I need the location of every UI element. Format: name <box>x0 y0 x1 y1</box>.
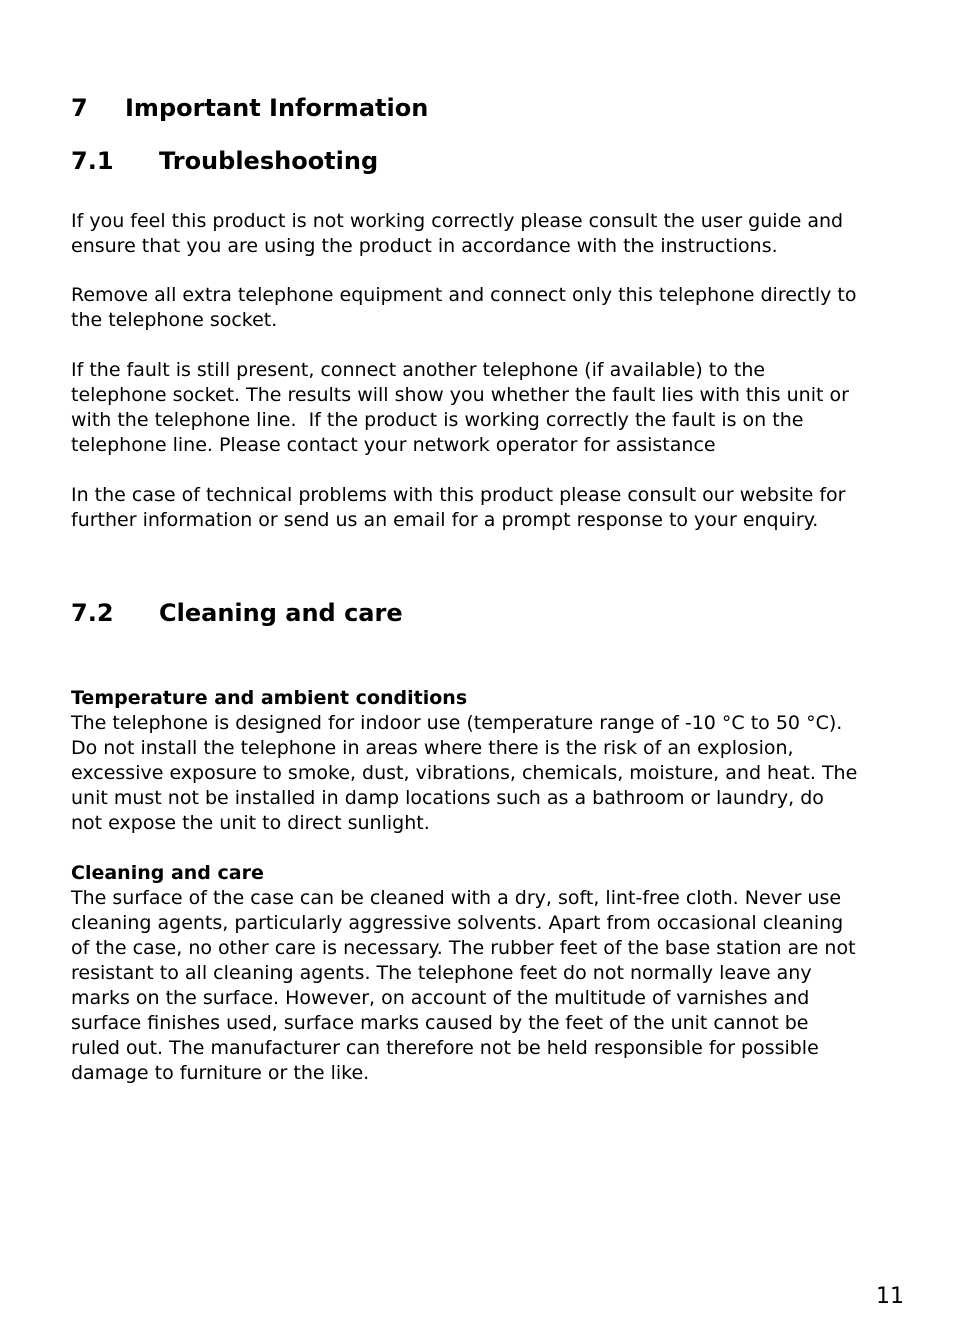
text-line: of the case, no other care is necessary. The rubber feet of the base station are not <box>71 937 856 959</box>
cleaning-care-section <box>71 861 921 1086</box>
text-line: If you feel this product is not working correctly please consult the user guide and <box>71 210 844 232</box>
text-line: If the fault is still present, connect another telephone (if available) to the <box>71 359 766 381</box>
text-line: The telephone is designed for indoor use (temperature range of -10 °C to 50 °C). <box>71 712 843 734</box>
section-7-1-number: 7.1 <box>71 147 114 175</box>
section-7-2-heading <box>71 597 403 629</box>
text-line: ruled out. The manufacturer can therefore not be held responsible for possible <box>71 1037 819 1059</box>
text-line: excessive exposure to smoke, dust, vibrations, chemicals, moisture, and heat. The <box>71 762 858 784</box>
troubleshooting-paragraph-1 <box>71 209 921 259</box>
section-7-heading <box>71 92 428 124</box>
text-line: unit must not be installed in damp locations such as a bathroom or laundry, do <box>71 787 824 809</box>
section-7-2-title: Cleaning and care <box>159 599 403 627</box>
text-line: further information or send us an email for a prompt response to your enquiry. <box>71 509 819 531</box>
text-line: cleaning agents, particularly aggressive solvents. Apart from occasional cleaning <box>71 912 844 934</box>
troubleshooting-paragraph-2 <box>71 283 921 333</box>
section-7-1-heading <box>71 145 378 177</box>
text-line: surface finishes used, surface marks caused by the feet of the unit cannot be <box>71 1012 809 1034</box>
troubleshooting-paragraph-4 <box>71 483 921 533</box>
text-line: ensure that you are using the product in accordance with the instructions. <box>71 235 778 257</box>
text-line: In the case of technical problems with this product please consult our website for <box>71 484 846 506</box>
troubleshooting-paragraph-3 <box>71 358 921 458</box>
text-line: marks on the surface. However, on account of the multitude of varnishes and <box>71 987 810 1009</box>
section-7-title: Important Information <box>125 94 429 122</box>
section-7-2-number: 7.2 <box>71 599 114 627</box>
section-7-1-title: Troubleshooting <box>159 147 379 175</box>
cleaning-care-heading: Cleaning and care <box>71 862 264 884</box>
text-line: the telephone socket. <box>71 309 278 331</box>
text-line: telephone socket. The results will show you whether the fault lies with this unit or <box>71 384 849 406</box>
section-7-number: 7 <box>71 94 88 122</box>
temperature-conditions-section <box>71 686 921 836</box>
text-line: resistant to all cleaning agents. The telephone feet do not normally leave any <box>71 962 812 984</box>
text-line: The surface of the case can be cleaned with a dry, soft, lint-free cloth. Never use <box>71 887 842 909</box>
text-line: Remove all extra telephone equipment and connect only this telephone directly to <box>71 284 857 306</box>
page-number: 11 <box>876 1284 904 1309</box>
temperature-conditions-heading: Temperature and ambient conditions <box>71 687 468 709</box>
text-line: damage to furniture or the like. <box>71 1062 370 1084</box>
text-line: telephone line. Please contact your network operator for assistance <box>71 434 716 456</box>
text-line: with the telephone line. If the product is working correctly the fault is on the <box>71 409 804 431</box>
text-line: Do not install the telephone in areas where there is the risk of an explosion, <box>71 737 794 759</box>
text-line: not expose the unit to direct sunlight. <box>71 812 430 834</box>
